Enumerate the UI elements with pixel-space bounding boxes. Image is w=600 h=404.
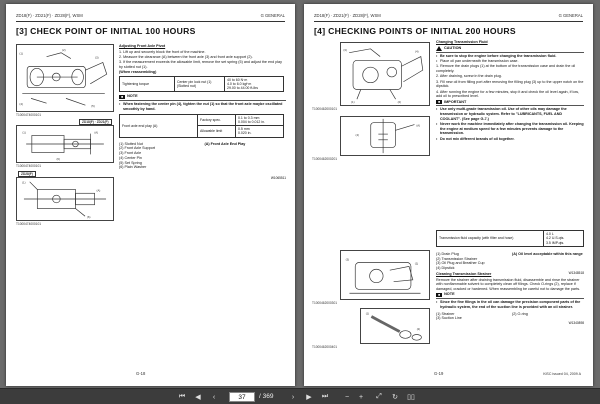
figure-id: T1000462000101	[312, 107, 337, 111]
svg-text:(A): (A)	[94, 130, 99, 135]
note-label: NOTE	[444, 292, 455, 297]
legend-item: (3) Front Axle	[119, 151, 142, 156]
strainer-paragraph: Remove the strainer after draining transmission fluid, disassemble and rinse the strainer with nonflammable solvent to completely clean off filings. Check O-rings (2), replace if damaged, cracked or hardened. When reassembling be careful not to damage the parts.	[436, 277, 581, 292]
note-header	[436, 292, 584, 297]
left-page	[6, 4, 295, 386]
transmission-fluid-text	[436, 40, 584, 142]
doc-code: W1065511	[270, 176, 286, 180]
strainer-text	[436, 272, 584, 326]
figure-id: T1000474000101	[16, 222, 41, 226]
step-4: 4. After running the engine for a few minutes, stop it and check the oil level again, if low, add oil to prescribed level.	[436, 89, 579, 99]
svg-text:(4): (4)	[415, 49, 419, 54]
important-label: IMPORTANT	[444, 99, 467, 104]
svg-text:(4): (4)	[355, 133, 360, 137]
axle-drawing	[17, 45, 113, 111]
step-2: 2. Measure the clearance (A) between the front axle (3) and front axle support (2).	[119, 55, 253, 59]
page-forward-icon[interactable]: ›	[291, 393, 295, 401]
previous-page-icon[interactable]: ◀	[195, 394, 201, 401]
important-item: • Never work the machine immediately after changing the transmission oil. Keeping the engine at medium speed for a few minutes prevents damage to the transmission.	[436, 122, 584, 136]
torque-label: Tightening torque	[120, 76, 175, 92]
important-item: • Do not mix different brands of oil together.	[436, 137, 584, 142]
transmission-figure-dipstick	[340, 116, 430, 156]
torque-table	[119, 76, 284, 93]
svg-text:(6): (6)	[56, 157, 60, 162]
page-header	[314, 13, 583, 22]
header-model: ZD18(F) · ZD21(F) · ZD28(F), WSM	[314, 13, 381, 18]
svg-text:(5): (5)	[91, 104, 95, 109]
svg-text:(A): (A)	[416, 123, 421, 128]
legend-item	[205, 165, 287, 170]
note-header	[119, 94, 286, 99]
figure-label: ZD28(F)	[18, 171, 36, 177]
figure-label: ZD18(F) · ZD21(F)	[79, 119, 112, 125]
legend-item: (A) Front Axle End Play	[204, 141, 246, 146]
two-page-view-icon[interactable]: ▯▯	[407, 394, 415, 401]
svg-text:(1): (1)	[414, 261, 419, 266]
svg-text:(2): (2)	[416, 326, 421, 331]
legend-item: (2) Transmission Strainer	[436, 256, 478, 261]
pivot-drawing-zd18	[17, 126, 113, 162]
svg-text:(1): (1)	[22, 130, 26, 135]
legend-item: (3) Oil Plug and Breather Cup	[436, 261, 485, 266]
legend-item: (4) Center Pin	[119, 155, 142, 160]
factory-spec-label: Factory spec.	[198, 114, 236, 126]
svg-text:(3): (3)	[345, 257, 350, 262]
note-icon: ■	[121, 94, 124, 99]
legend-item: (1) Slotted Nut	[119, 141, 143, 146]
important-item: • Use only multi-grade transmission oil. Use of other oils may damage the transmission or hydraulic system. Refer to "LUBRICANTS, FUEL AND COOLANT". (See page G-7.)	[436, 107, 584, 121]
note-text: • When fastening the center pin (4), tighten the nut (1) so that the front axle maybe oscillated smoothly by hand.	[119, 102, 286, 111]
note-icon: ■	[438, 292, 441, 297]
legend-item: (A) Oil level acceptable within this range	[512, 252, 583, 256]
svg-text:(1): (1)	[365, 311, 370, 316]
svg-text:(1): (1)	[351, 100, 355, 105]
svg-text:(2): (2)	[62, 47, 66, 52]
section-title: [4] CHECKING POINTS OF INITIAL 200 HOURS	[314, 26, 516, 36]
strainer-legend	[436, 312, 584, 321]
figure-id: T1000462000201	[312, 157, 337, 161]
figure-id: T1000462000401	[312, 345, 337, 349]
figure-id: T1000474000101	[16, 164, 41, 168]
step-1: 1. Lift up and securely block the front of the machine.	[119, 49, 206, 54]
torque-item: Center pin lock nut (1) (Slotted nut)	[175, 76, 225, 92]
dipstick-drawing	[341, 117, 429, 155]
svg-text:(1): (1)	[19, 51, 23, 56]
caution-label: CAUTION	[444, 45, 462, 50]
legend-item: (4) Dipstick	[436, 266, 455, 271]
legend-item: (1) Strainer	[436, 311, 455, 316]
strainer-figure-top	[340, 250, 430, 300]
zoom-out-icon[interactable]: −	[344, 393, 350, 401]
important-header	[436, 100, 584, 105]
section-heading: Cleaning Transmission Strainer	[436, 272, 492, 276]
step-3: 3. If the measurement exceeds the allowable limit, remove the set spring (5) and adjust the end play by slotted nut (1).	[119, 60, 282, 69]
zoom-in-icon[interactable]: +	[358, 393, 364, 401]
step-2: 2. After draining, screw in the drain plug.	[436, 74, 502, 79]
strainer-drawing-detail	[361, 309, 429, 343]
reassembling-heading: (When reassembling)	[119, 70, 157, 75]
torque-value: 40 to 60 N·m 4.0 to 6.0 kgf·m 29.00 to 44.00 ft-lbs	[225, 76, 284, 92]
viewer-toolbar	[0, 388, 600, 404]
svg-text:(1): (1)	[22, 180, 26, 185]
caution-header	[436, 46, 584, 51]
warning-triangle-icon	[436, 46, 442, 51]
doc-code: W1340898	[568, 320, 584, 325]
capacity-table	[436, 230, 584, 247]
strainer-figure-detail	[360, 308, 430, 344]
important-icon: ■	[438, 99, 441, 104]
svg-text:(A): (A)	[96, 188, 101, 193]
header-section: G GENERAL	[558, 13, 583, 18]
note-label: NOTE	[127, 94, 138, 99]
next-page-icon[interactable]: ▶	[306, 394, 312, 401]
page-number: G-18	[136, 371, 146, 376]
factory-spec-value: 0.1 to 0.3 mm 0.004 to 0.012 in.	[236, 114, 284, 126]
doc-code: W1348518	[568, 270, 584, 275]
transmission-drawing-top	[341, 43, 429, 105]
parts-legend	[119, 142, 286, 170]
figure-id: T1000474000101	[16, 113, 41, 117]
caution-item: • Place oil pan underneath the transmission case.	[436, 59, 584, 64]
allowable-limit-value: 0.5 mm 0.020 in.	[236, 126, 284, 138]
note-text: • Since the fine filings in the oil can damage the precision component parts of the hydraulic system, the end of the suction line is provided with an oil strainer.	[436, 300, 584, 309]
section-title: [3] CHECK POINT OF INITIAL 100 HOURS	[16, 26, 196, 36]
fit-page-icon[interactable]: ⤢	[376, 393, 382, 400]
step-3: 3. Fill new oil from filling port after removing the filling plug (3) up to the upper notch on the dipstick.	[436, 79, 584, 89]
section-heading: Adjusting Front Axle Pivot	[119, 44, 166, 48]
section-heading: Changing Transmission Fluid	[436, 40, 488, 44]
svg-text:(4): (4)	[19, 102, 23, 107]
caution-item: • Be sure to stop the engine before changing the transmission fluid.	[436, 54, 584, 59]
pivot-figure-zd18	[16, 125, 114, 163]
svg-text:(3): (3)	[95, 55, 99, 60]
allowable-limit-label: Allowable limit	[198, 126, 236, 138]
right-page	[304, 4, 593, 386]
legend-item: (2) Front Axle Support	[119, 146, 156, 151]
footer-issue: KiSC issued 04, 2009 A	[543, 372, 581, 376]
transmission-figure-top	[340, 42, 430, 106]
svg-text:(3): (3)	[343, 47, 347, 52]
figure-id: T1000462000301	[312, 301, 337, 305]
pivot-figure-zd28	[16, 177, 114, 221]
header-model: ZD18(F) · ZD21(F) · ZD28(F), WSM	[16, 13, 83, 18]
page-number-input[interactable]: 37	[229, 392, 255, 402]
adjust-pivot-text	[119, 44, 286, 181]
legend-item: (1) Drain Plug	[436, 252, 459, 256]
svg-text:(6): (6)	[86, 215, 91, 220]
strainer-drawing-top	[341, 251, 429, 299]
clearance-table	[119, 114, 284, 138]
page-header	[16, 13, 285, 22]
step-1: 1. Remove the drain plugs (1) at the bottom of the transmission case and drain the oil completely.	[436, 64, 576, 73]
legend-item: (6) Plain Washer	[119, 165, 147, 170]
page-number: G-19	[434, 371, 444, 376]
legend-item: (3) Suction Line	[436, 316, 462, 321]
page-back-icon[interactable]: ‹	[212, 393, 216, 401]
axle-figure-main	[16, 44, 114, 112]
fluid-legend	[436, 252, 584, 271]
last-page-icon[interactable]: ⏭	[321, 393, 329, 400]
clearance-label: Front axle end play (A)	[120, 114, 198, 137]
legend-item: (5) Set Spring	[119, 160, 142, 165]
pivot-drawing-zd28	[17, 178, 113, 220]
header-section: G GENERAL	[260, 13, 285, 18]
rotate-icon[interactable]: ↻	[392, 394, 398, 401]
capacity-label: Transmission fluid capacity (with filter and hose)	[437, 231, 544, 247]
svg-text:(2): (2)	[397, 100, 402, 105]
legend-item: (2) O-ring	[512, 311, 528, 316]
first-page-icon[interactable]: ⏮	[178, 393, 186, 400]
capacity-value: 4.0 L 4.2 U.S.qts. 3.5 IMP.qts.	[544, 231, 584, 247]
page-total: / 369	[259, 393, 274, 400]
